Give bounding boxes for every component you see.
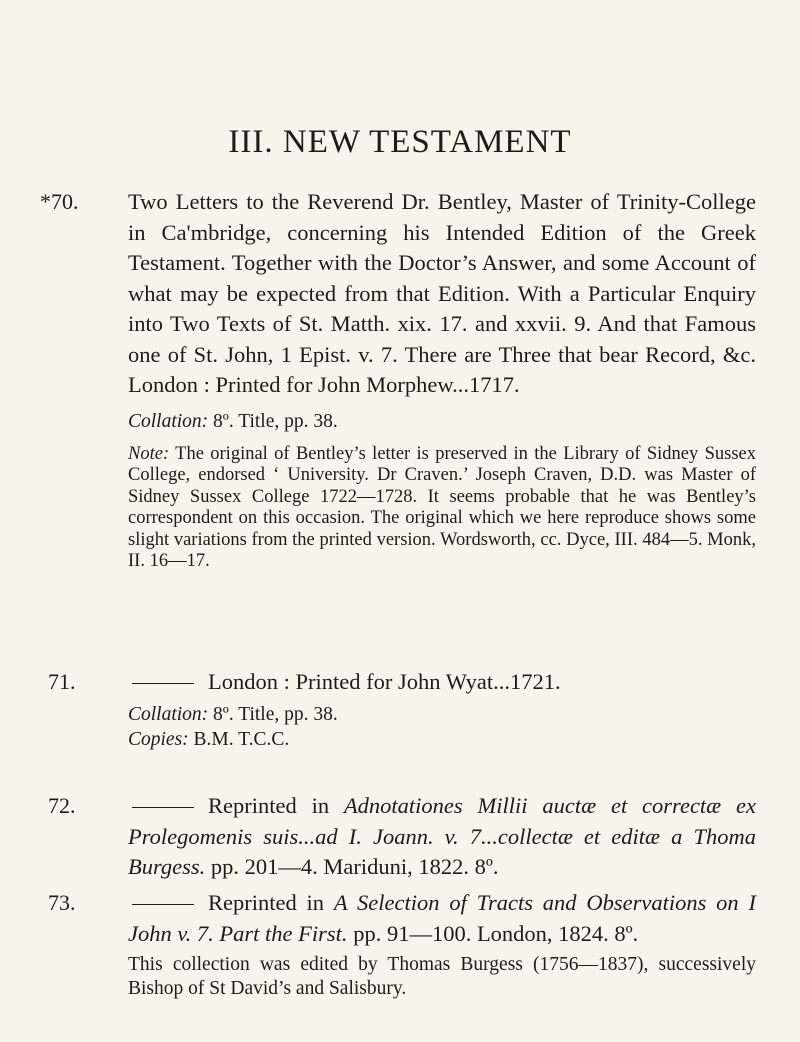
entry-title: Two Letters to the Reverend Dr. Bentley, Master of Trinity-College in Ca'mbridge, concerning his Intended Edition of the Greek Testament. Together with the Doctor’s Answer, and some Account of what may be expected from that Edition. With a Particular Enquiry into Two Texts of St. Matth. xix. 17. and xxvii. 9. And that Famous one of St. John, 1 Epist. v. 7. There are Three that bear Record, &c. London : Printed for John Morphew...1717. <box>128 189 756 397</box>
entry-title: London : Printed for John Wyat...1721. <box>208 669 561 694</box>
note-text: The original of Bentley’s letter is preserved in the Library of Sidney Sussex College, endorsed ‘ University. Dr Craven.’ Joseph Craven, D.D. was Master of Sidney Sussex College 1722—1728. It seems probable that he was Bentley’s correspondent on this occasion. The original which we here reproduce shows some slight variations from the printed version. Wordsworth, cc. Dyce, III. 484—5. Monk, II. 16—17. <box>128 443 756 571</box>
copies-value: B.M. T.C.C. <box>193 728 290 750</box>
collation-line <box>128 702 756 727</box>
entry-title: Adnotationes Millii auctæ et correctæ ex Prolegomenis suis...ad I. Joann. v. 7...collectæ et editæ a Thoma Burgess. <box>128 793 757 879</box>
entry-title-line <box>128 888 756 949</box>
copies-line <box>128 727 756 752</box>
entry-number: 72. <box>48 793 76 818</box>
copies-label: Copies: <box>128 728 189 750</box>
note-label: Note: <box>128 443 170 464</box>
entry-suffix: pp. 91—100. London, 1824. 8º. <box>353 920 639 946</box>
entry-number: *70. <box>40 189 79 214</box>
entry-body <box>128 187 756 573</box>
entry-title: A Selection of Tracts and Observations on I John v. 7. Part the First. <box>128 890 756 946</box>
ditto-dash <box>132 683 194 684</box>
collation-label: Collation: <box>128 410 209 432</box>
collation-value: 8º. Title, pp. 38. <box>213 703 338 725</box>
entry-title-line <box>128 667 756 698</box>
entry-number: 71. <box>48 669 76 694</box>
entry-body <box>128 888 756 1001</box>
collation-value: 8º. Title, pp. 38. <box>213 410 338 432</box>
collation-label: Collation: <box>128 703 209 725</box>
entry-body <box>128 667 756 752</box>
ditto-dash <box>132 807 194 808</box>
entry-body <box>128 791 756 883</box>
entry-suffix: pp. 201—4. Mariduni, 1822. 8º. <box>210 854 499 879</box>
section-title: III. NEW TESTAMENT <box>228 124 572 160</box>
collation-line <box>128 409 756 434</box>
entry-title-line <box>128 791 756 883</box>
note-paragraph: This collection was edited by Thomas Burgess (1756—1837), successively Bishop of St David’s and Salisbury. <box>128 954 756 999</box>
entry-prefix: Reprinted in <box>208 890 325 915</box>
entry-number: 73. <box>48 890 76 915</box>
ditto-dash <box>132 904 194 905</box>
entry-prefix: Reprinted in <box>208 793 330 818</box>
note-paragraph <box>128 444 756 573</box>
